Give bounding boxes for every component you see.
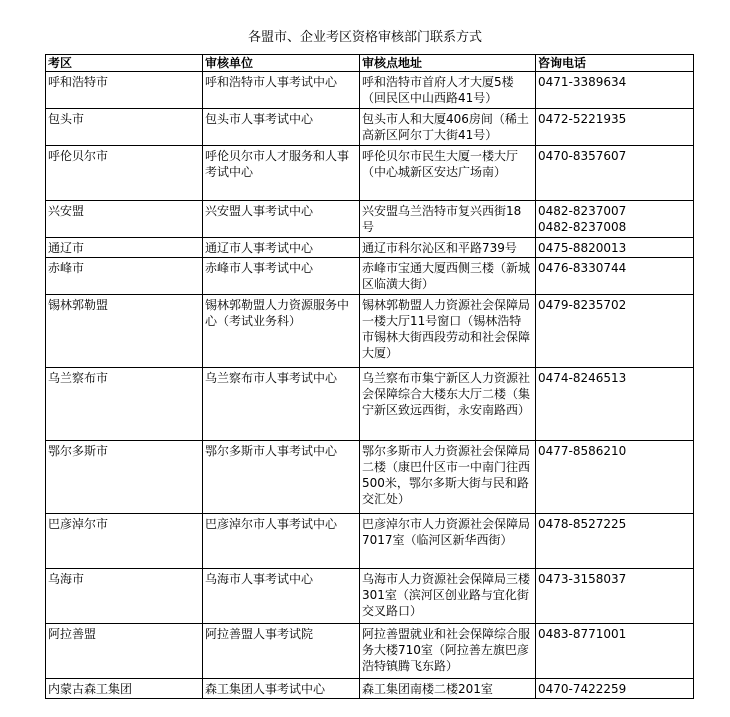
- table-row: [46, 201, 694, 238]
- table-row: [46, 109, 694, 146]
- cell-address: 乌海市人力资源社会保障局三楼301室（滨河区创业路与宜化街交叉路口）: [360, 569, 536, 624]
- table-row: [46, 72, 694, 109]
- cell-unit: 兴安盟人事考试中心: [203, 201, 360, 238]
- page-title: 各盟市、企业考区资格审核部门联系方式: [247, 30, 482, 45]
- cell-unit: 赤峰市人事考试中心: [203, 258, 360, 295]
- cell-address: 乌兰察布市集宁新区人力资源社会保障综合大楼东大厅二楼（集宁新区致远西街，永安南路西）: [360, 368, 536, 441]
- cell-phone: [536, 441, 694, 514]
- table-row: [46, 441, 694, 514]
- phone-number: 0482-8237008: [538, 220, 627, 234]
- phone-number: 0477-8586210: [538, 444, 627, 458]
- cell-region: 内蒙古森工集团: [46, 679, 203, 699]
- phone-number: 0482-8237007: [538, 204, 627, 218]
- cell-address: 呼和浩特市首府人才大厦5楼（回民区中山西路41号）: [360, 72, 536, 109]
- table-row: [46, 258, 694, 295]
- cell-address: 包头市人和大厦406房间（稀土高新区阿尔丁大街41号）: [360, 109, 536, 146]
- cell-address: 森工集团南楼二楼201室: [360, 679, 536, 699]
- cell-phone: [536, 295, 694, 368]
- cell-phone: [536, 368, 694, 441]
- cell-region: 通辽市: [46, 238, 203, 258]
- header-row: [46, 55, 694, 72]
- cell-phone: [536, 238, 694, 258]
- cell-address: 呼伦贝尔市民生大厦一楼大厅（中心城新区安达广场南）: [360, 146, 536, 201]
- cell-unit: 呼伦贝尔市人才服务和人事考试中心: [203, 146, 360, 201]
- cell-phone: [536, 569, 694, 624]
- cell-region: 赤峰市: [46, 258, 203, 295]
- table-row: [46, 569, 694, 624]
- cell-unit: 鄂尔多斯市人事考试中心: [203, 441, 360, 514]
- phone-number: 0475-8820013: [538, 241, 627, 255]
- cell-phone: [536, 624, 694, 679]
- cell-region: 巴彦淖尔市: [46, 514, 203, 569]
- cell-region: 呼和浩特市: [46, 72, 203, 109]
- cell-unit: 通辽市人事考试中心: [203, 238, 360, 258]
- cell-unit: 锡林郭勒盟人力资源服务中心（考试业务科）: [203, 295, 360, 368]
- cell-region: 呼伦贝尔市: [46, 146, 203, 201]
- table-row: [46, 295, 694, 368]
- cell-address: 兴安盟乌兰浩特市复兴西街18号: [360, 201, 536, 238]
- cell-region: 阿拉善盟: [46, 624, 203, 679]
- cell-unit: 巴彦淖尔市人事考试中心: [203, 514, 360, 569]
- cell-unit: 乌兰察布市人事考试中心: [203, 368, 360, 441]
- phone-number: 0470-8357607: [538, 149, 627, 163]
- table-row: [46, 624, 694, 679]
- phone-number: 0471-3389634: [538, 75, 627, 89]
- cell-phone: [536, 146, 694, 201]
- phone-number: 0470-7422259: [538, 682, 627, 696]
- phone-number: 0476-8330744: [538, 261, 627, 275]
- cell-phone: [536, 72, 694, 109]
- cell-region: 兴安盟: [46, 201, 203, 238]
- phone-number: 0483-8771001: [538, 627, 627, 641]
- header-region: 考区: [46, 55, 203, 72]
- cell-region: 锡林郭勒盟: [46, 295, 203, 368]
- cell-unit: 森工集团人事考试中心: [203, 679, 360, 699]
- cell-phone: [536, 201, 694, 238]
- cell-phone: [536, 258, 694, 295]
- cell-address: 鄂尔多斯市人力资源社会保障局二楼（康巴什区市一中南门往西500米，鄂尔多斯大街与民和路交汇处）: [360, 441, 536, 514]
- table-row: [46, 368, 694, 441]
- cell-address: 通辽市科尔沁区和平路739号: [360, 238, 536, 258]
- phone-number: 0474-8246513: [538, 371, 627, 385]
- header-address: 审核点地址: [360, 55, 536, 72]
- cell-address: 锡林郭勒盟人力资源社会保障局一楼大厅11号窗口（锡林浩特市锡林大街西段劳动和社会保障大厦）: [360, 295, 536, 368]
- cell-unit: 阿拉善盟人事考试院: [203, 624, 360, 679]
- phone-number: 0472-5221935: [538, 112, 627, 126]
- phone-number: 0473-3158037: [538, 572, 627, 586]
- phone-number: 0478-8527225: [538, 517, 627, 531]
- table-row: [46, 514, 694, 569]
- cell-address: 阿拉善盟就业和社会保障综合服务大楼710室（阿拉善左旗巴彦浩特镇腾飞东路）: [360, 624, 536, 679]
- cell-unit: 乌海市人事考试中心: [203, 569, 360, 624]
- cell-address: 赤峰市宝通大厦西侧三楼（新城区临潢大街）: [360, 258, 536, 295]
- table-row: [46, 238, 694, 258]
- header-phone: 咨询电话: [536, 55, 694, 72]
- cell-region: 包头市: [46, 109, 203, 146]
- cell-address: 巴彦淖尔市人力资源社会保障局7017室（临河区新华西街）: [360, 514, 536, 569]
- cell-region: 鄂尔多斯市: [46, 441, 203, 514]
- table-row: [46, 146, 694, 201]
- cell-unit: 包头市人事考试中心: [203, 109, 360, 146]
- cell-unit: 呼和浩特市人事考试中心: [203, 72, 360, 109]
- cell-phone: [536, 679, 694, 699]
- header-unit: 审核单位: [203, 55, 360, 72]
- table-row: [46, 679, 694, 699]
- phone-number: 0479-8235702: [538, 298, 627, 312]
- contact-table: [45, 54, 694, 699]
- cell-phone: [536, 514, 694, 569]
- cell-phone: [536, 109, 694, 146]
- cell-region: 乌兰察布市: [46, 368, 203, 441]
- cell-region: 乌海市: [46, 569, 203, 624]
